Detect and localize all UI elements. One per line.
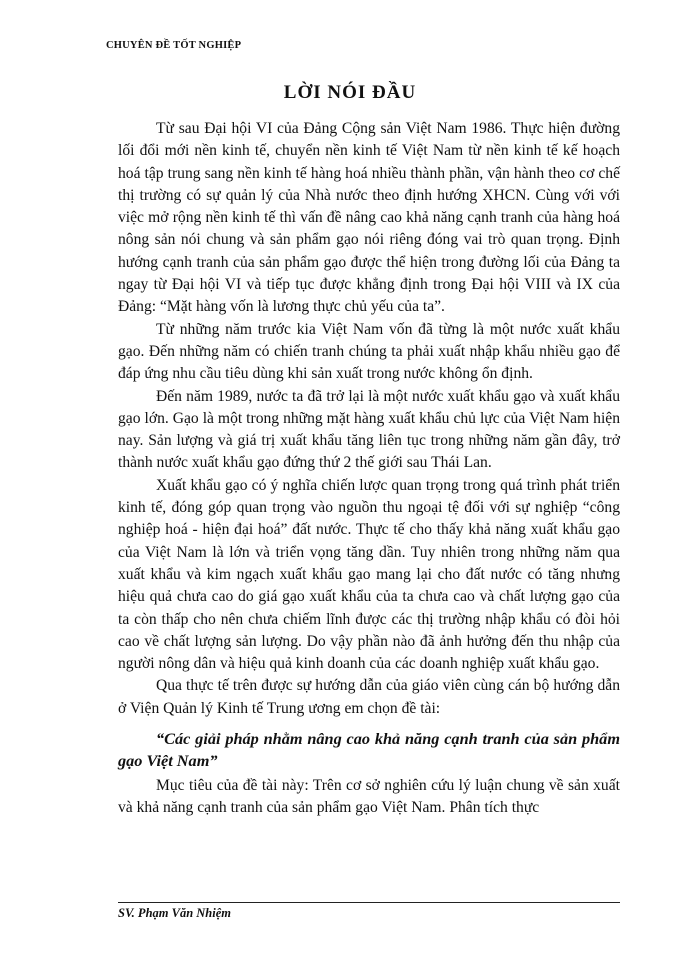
page-header: CHUYÊN ĐỀ TỐT NGHIỆP bbox=[106, 40, 242, 51]
paragraph-4: Xuất khẩu gạo có ý nghĩa chiến lược quan trọng trong quá trình phát triển kinh tế, đóng góp quan trọng vào nguồn thu ngoại tệ đối với sự nghiệp “công nghiệp hoá - hiện đại hoá” đất nước. Thực tế cho thấy khả năng xuất khẩu gạo của Việt Nam là lớn và triển vọng tăng dần. Tuy nhiên trong những năm qua xuất khẩu và kim ngạch xuất khẩu gạo mang lại cho đất nước có tăng nhưng hiệu quả chưa cao do giá gạo xuất khẩu của ta chưa cao và chất lượng gạo của ta còn thấp cho nên chưa chiếm lĩnh được các thị trường nhập khẩu có đòi hỏi cao về chất lượng sản lượng. Do vậy phần nào đã ảnh hưởng đến thu nhập của người nông dân và hiệu quả kinh doanh của các doanh nghiệp xuất khẩu gạo. bbox=[118, 476, 620, 673]
paragraph-2: Từ những năm trước kia Việt Nam vốn đã từng là một nước xuất khẩu gạo. Đến những năm có chiến tranh chúng ta phải xuất nhập khẩu nhiều gạo để đáp ứng nhu cầu tiêu dùng khi sản xuất trong nước không ổn định. bbox=[118, 320, 620, 383]
paragraph-6: Mục tiêu của đề tài này: Trên cơ sở nghiên cứu lý luận chung về sản xuất và khả năng cạnh tranh của sản phẩm gạo Việt Nam. Phân tích thực bbox=[118, 776, 620, 816]
footer-divider bbox=[118, 902, 620, 903]
footer-author: SV. Phạm Văn Nhiệm bbox=[118, 906, 232, 920]
thesis-title-quote: “Các giải pháp nhằm nâng cao khả năng cạnh tranh của sản phẩm gạo Việt Nam” bbox=[118, 729, 620, 771]
paragraph-1: Từ sau Đại hội VI của Đảng Cộng sản Việt Nam 1986. Thực hiện đường lối đổi mới nền kinh tế, chuyển nền kinh tế Việt Nam từ nền kinh tế kế hoạch hoá tập trung sang nền kinh tế hàng hoá nhiều thành phần, vận hành theo cơ chế thị trường có sự quản lý của Nhà nước theo định hướng XHCN. Cùng với với việc mở rộng nền kinh tế thì vấn đề nâng cao khả năng cạnh tranh của hàng hoá nông sản nói chung và sản phẩm gạo nói riêng đóng vai trò quan trọng. Định hướng cạnh tranh của sản phẩm gạo được thể hiện trong đường lối của Đảng ta ngay từ Đại hội VI và tiếp tục được khẳng định trong Đại hội VIII và IX của Đảng: “Mặt hàng vốn là lương thực chủ yếu của ta”. bbox=[118, 120, 620, 316]
paragraph-3: Đến năm 1989, nước ta đã trở lại là một nước xuất khẩu gạo và xuất khẩu gạo lớn. Gạo là một trong những mặt hàng xuất khẩu chủ lực của Việt Nam hiện nay. Sản lượng và giá trị xuất khẩu tăng liên tục trong những năm gần đây, trở thành nước xuất khẩu gạo đứng thứ 2 thế giới sau Thái Lan. bbox=[118, 387, 620, 472]
page-title: LỜI NÓI ĐẦU bbox=[283, 82, 417, 103]
paragraph-5: Qua thực tế trên được sự hướng dẫn của giáo viên cùng cán bộ hướng dẫn ở Viện Quản lý Kinh tế Trung ương em chọn đề tài: bbox=[118, 677, 620, 717]
document-body bbox=[118, 118, 620, 819]
